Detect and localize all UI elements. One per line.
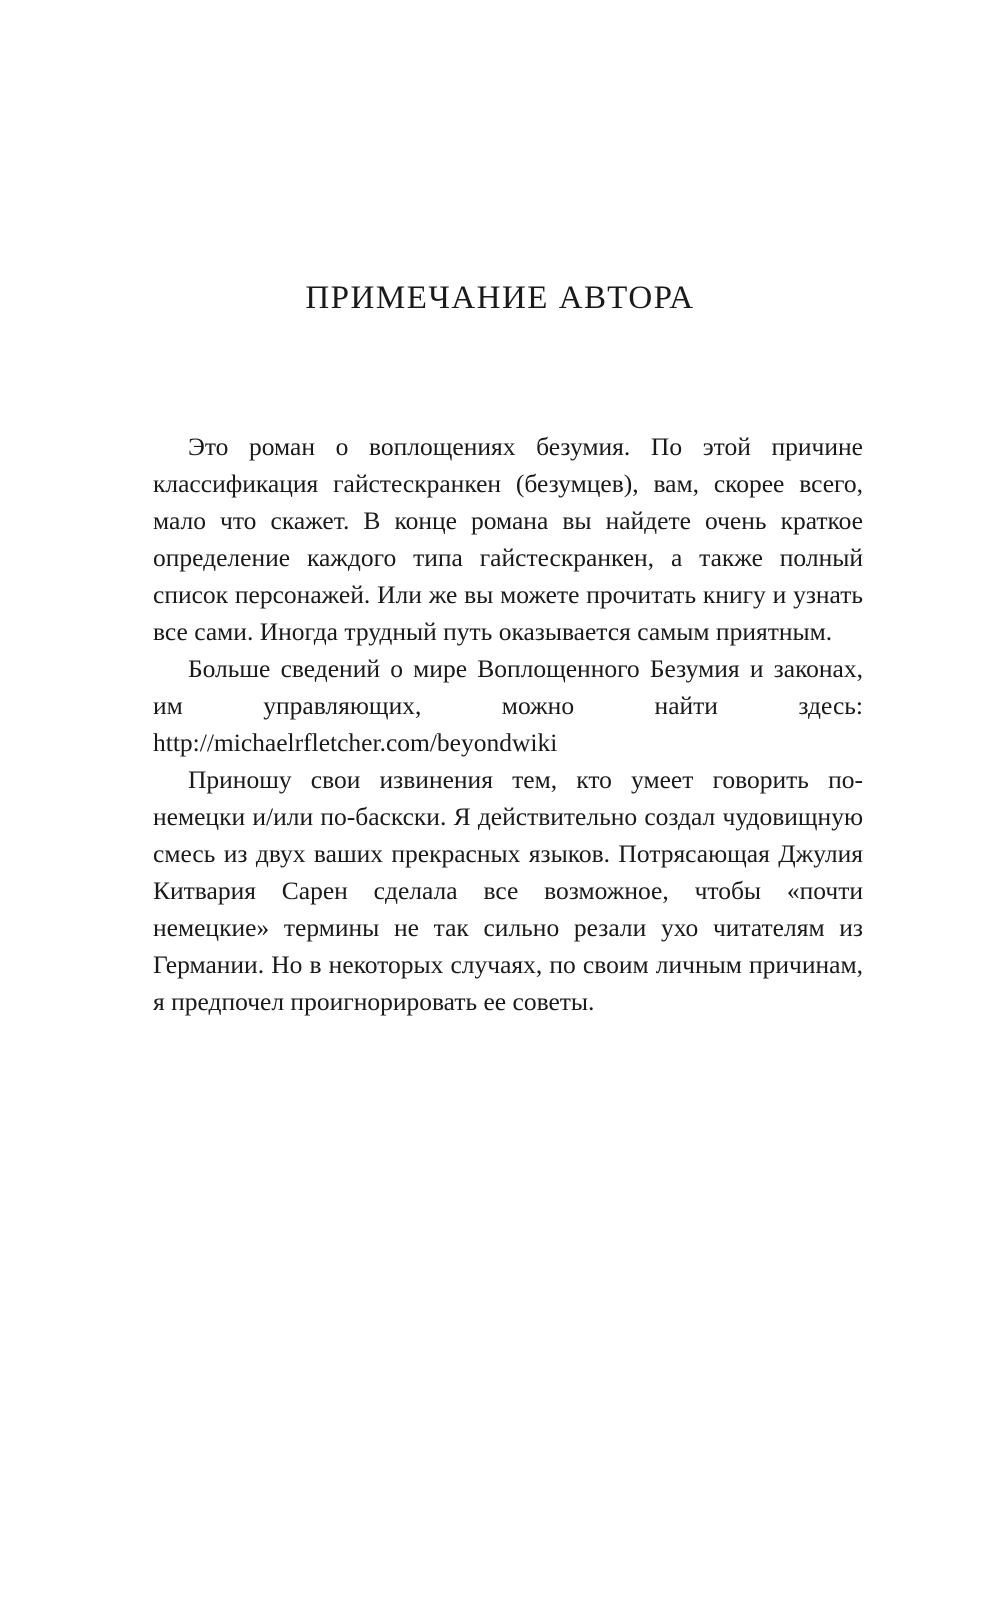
paragraph-1: Это роман о воплощениях безумия. По этой причине классификация гайстескранкен (безумцев), вам, скорее всего, мало что скажет. В конце романа вы найдете очень краткое определение каждого типа гайстескранкен, а также полный список персонажей. Или же вы можете прочитать книгу и узнать все сами. Иногда трудный путь оказывается самым приятным. [153,432,863,646]
note-body [153,428,863,1020]
paragraph-3: Приношу свои извинения тем, кто умеет говорить по-немецки и/или по-баскски. Я действительно создал чудовищную смесь из двух ваших прекрасных языков. Потрясающая Джулия Китвария Сарен сделала все возможное, чтобы «почти немецкие» термины не так сильно резали ухо читателям из Германии. Но в некоторых случаях, по своим личным причинам, я предпочел проигнорировать ее советы. [153,765,863,1016]
paragraph-2: Больше сведений о мире Воплощенного Безумия и законах, им управляющих, можно найти здесь: http://michaelrfletcher.com/beyondwiki [153,654,863,757]
page-title: ПРИМЕЧАНИЕ АВТОРА [305,280,695,316]
